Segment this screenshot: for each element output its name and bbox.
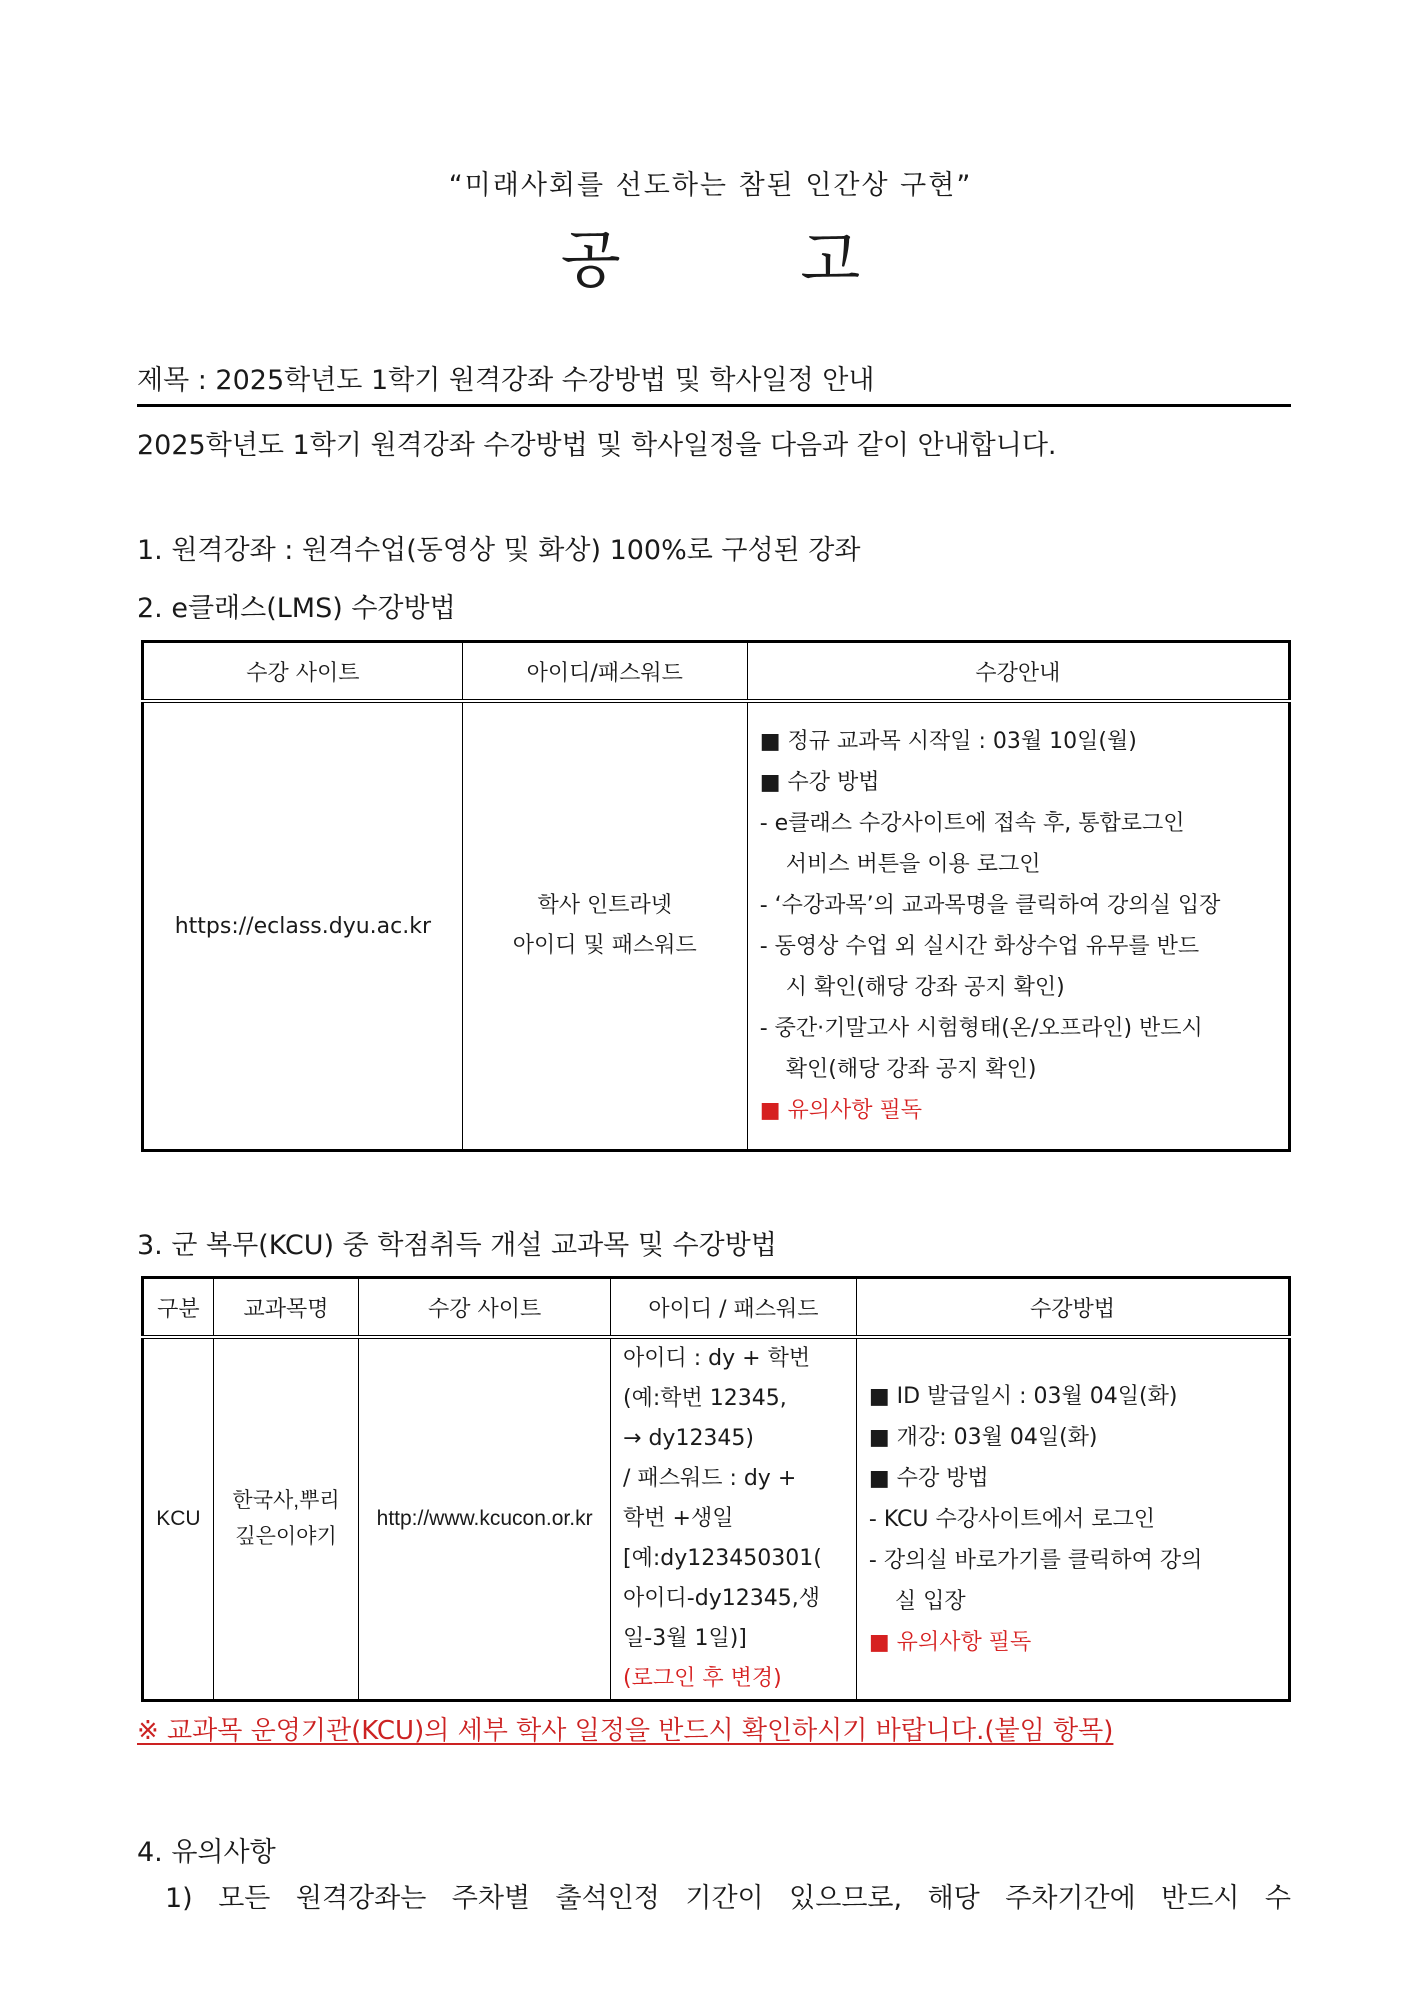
id-line: → dy12345) — [623, 1426, 755, 1451]
course-cell — [213, 1337, 358, 1701]
eclass-site-link[interactable]: https://eclass.dyu.ac.kr — [143, 701, 463, 1151]
guide-cell — [747, 701, 1289, 1151]
subject-line: 제목 : 2025학년도 1학기 원격강좌 수강방법 및 학사일정 안내 — [137, 365, 875, 396]
header-site: 수강 사이트 — [143, 642, 463, 702]
table-header-row — [143, 642, 1290, 702]
course-line: 깊은이야기 — [235, 1525, 337, 1548]
guide-line: 시 확인(해당 강좌 공지 확인) — [785, 975, 1065, 1000]
method-line: ■ ID 발급일시 : 03월 04일(화) — [868, 1383, 1178, 1409]
header-category: 구분 — [143, 1278, 214, 1338]
id-cell — [462, 701, 747, 1151]
id-line: 아이디 : dy + 학번 — [623, 1346, 811, 1371]
id-warning: (로그인 후 변경) — [623, 1666, 782, 1691]
id-line: 아이디 및 패스워드 — [512, 933, 697, 958]
guide-line: - ‘수강과목’의 교과목명을 클릭하여 강의실 입장 — [759, 893, 1221, 918]
guide-line: - 중간·기말고사 시험형태(온/오프라인) 반드시 — [759, 1016, 1203, 1041]
header-id: 아이디 / 패스워드 — [611, 1278, 857, 1338]
guide-warning: ■ 유의사항 필독 — [759, 1098, 923, 1123]
id-line: 아이디-dy12345,생 — [623, 1586, 820, 1611]
section-3-heading: 3. 군 복무(KCU) 중 학점취득 개설 교과목 및 수강방법 — [137, 1230, 777, 1261]
kcu-site-link[interactable]: http://www.kcucon.or.kr — [359, 1337, 611, 1701]
method-warning: ■ 유의사항 필독 — [868, 1629, 1032, 1655]
guide-line: - e클래스 수강사이트에 접속 후, 통합로그인 — [759, 811, 1185, 836]
method-line: 실 입장 — [894, 1588, 966, 1614]
kcu-method-cell — [856, 1337, 1289, 1701]
guide-line: 확인(해당 강좌 공지 확인) — [785, 1057, 1037, 1082]
section-1-heading: 1. 원격강좌 : 원격수업(동영상 및 화상) 100%로 구성된 강좌 — [137, 535, 861, 566]
header-method: 수강방법 — [856, 1278, 1289, 1338]
intro-text: 2025학년도 1학기 원격강좌 수강방법 및 학사일정을 다음과 같이 안내합니다. — [137, 430, 1057, 461]
section-4-item-1: 1) 모든 원격강좌는 주차별 출석인정 기간이 있으므로, 해당 주차기간에 반드시 수 — [165, 1883, 1291, 1914]
id-line: [예:dy123450301( — [623, 1546, 822, 1571]
table-header-row — [143, 1278, 1290, 1338]
header-site: 수강 사이트 — [359, 1278, 611, 1338]
eclass-table — [141, 640, 1291, 1152]
header-guide: 수강안내 — [747, 642, 1289, 702]
method-line: ■ 수강 방법 — [868, 1465, 989, 1491]
guide-line: 서비스 버튼을 이용 로그인 — [785, 852, 1041, 877]
motto: “미래사회를 선도하는 참된 인간상 구현” — [448, 170, 973, 201]
kcu-id-cell — [611, 1337, 857, 1701]
category-cell: KCU — [143, 1337, 214, 1701]
header-id: 아이디/패스워드 — [462, 642, 747, 702]
id-line: / 패스워드 : dy + — [623, 1466, 797, 1491]
table-row — [143, 701, 1290, 1151]
header-course: 교과목명 — [213, 1278, 358, 1338]
section-4-heading: 4. 유의사항 — [137, 1837, 276, 1868]
method-line: - KCU 수강사이트에서 로그인 — [868, 1506, 1156, 1532]
id-line: 학사 인트라넷 — [537, 893, 672, 918]
table-row — [143, 1337, 1290, 1701]
kcu-schedule-notice: ※ 교과목 운영기관(KCU)의 세부 학사 일정을 반드시 확인하시기 바랍니다.(붙임 항목) — [137, 1716, 1114, 1746]
method-line: ■ 개강: 03월 04일(화) — [868, 1424, 1098, 1450]
course-line: 한국사,뿌리 — [232, 1489, 340, 1512]
id-line: 학번 +생일 — [623, 1506, 734, 1531]
id-line: (예:학번 12345, — [623, 1386, 787, 1411]
guide-line: ■ 정규 교과목 시작일 : 03월 10일(월) — [759, 729, 1137, 754]
subject-divider — [137, 404, 1291, 407]
section-2-heading: 2. e클래스(LMS) 수강방법 — [137, 593, 456, 624]
kcu-table — [141, 1276, 1291, 1702]
id-line: 일-3월 1일)] — [623, 1626, 747, 1651]
guide-line: ■ 수강 방법 — [759, 770, 880, 795]
guide-line: - 동영상 수업 외 실시간 화상수업 유무를 반드 — [759, 934, 1200, 959]
method-line: - 강의실 바로가기를 클릭하여 강의 — [868, 1547, 1203, 1573]
document-title: 공 고 — [560, 223, 861, 296]
